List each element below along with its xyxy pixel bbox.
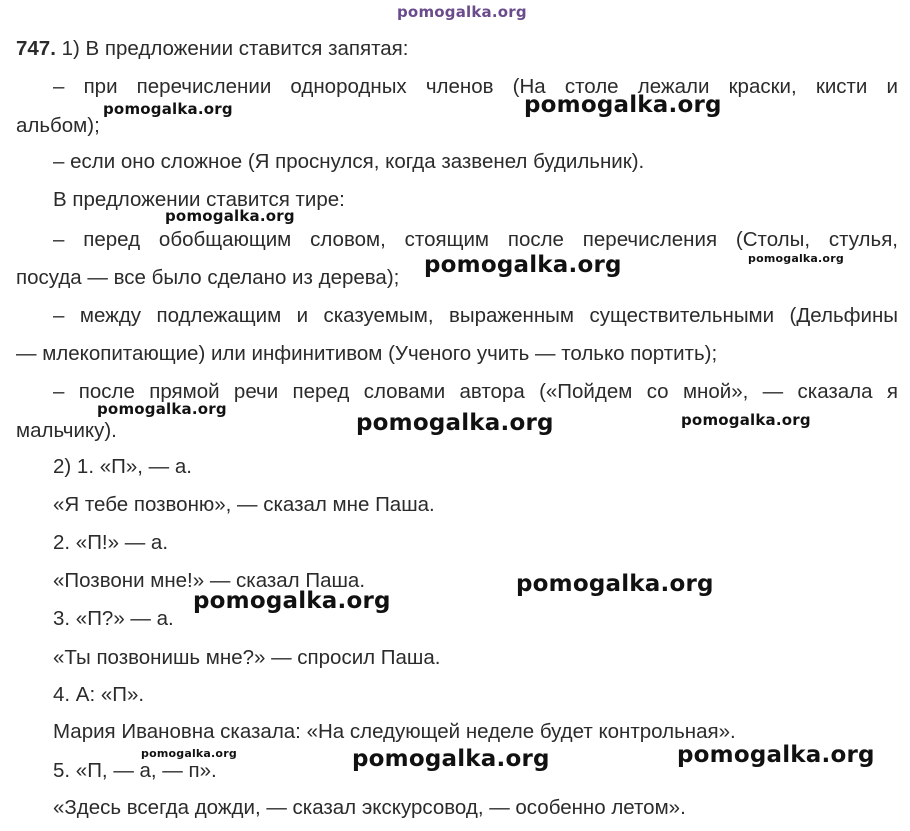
line-13: «Я тебе позвоню», — сказал мне Паша. [53, 493, 435, 516]
watermark: pomogalka.org [352, 746, 550, 772]
line-12: 2) 1. «П», — а. [53, 455, 192, 478]
line-9: — млекопитающие) или инфинитивом (Ученого учить — только портить); [16, 342, 718, 365]
exercise-number: 747. [16, 37, 56, 60]
line-8: – между подлежащим и сказуемым, выраженным существительными (Дельфины [53, 304, 898, 327]
watermark: pomogalka.org [424, 252, 622, 278]
line-19: Мария Ивановна сказала: «На следующей неделе будет контрольная». [53, 720, 736, 743]
watermark-top: pomogalka.org [397, 3, 527, 21]
line-17: «Ты позвонишь мне?» — спросил Паша. [53, 646, 441, 669]
line-11: мальчику). [16, 419, 117, 442]
line-3: альбом); [16, 114, 100, 137]
line-10: – после прямой речи перед словами автора («Пойдем со мной», — сказала я [53, 380, 898, 403]
line-2: – при перечислении однородных членов (На столе лежали краски, кисти и [53, 75, 898, 98]
line-21: «Здесь всегда дожди, — сказал экскурсовод, — особенно летом». [53, 796, 686, 819]
line-18: 4. А: «П». [53, 683, 145, 706]
watermark: pomogalka.org [103, 100, 233, 118]
line-14: 2. «П!» — а. [53, 531, 169, 554]
line-16: 3. «П?» — а. [53, 607, 174, 630]
line-5: В предложении ставится тире: [53, 188, 345, 211]
line-6: – перед обобщающим словом, стоящим после перечисления (Столы, стулья, [53, 228, 898, 251]
watermark: pomogalka.org [681, 411, 811, 429]
line-1 [16, 37, 898, 61]
watermark: pomogalka.org [193, 588, 391, 614]
watermark: pomogalka.org [141, 747, 237, 760]
watermark: pomogalka.org [165, 207, 295, 225]
line-text: 1) В предложении ставится запятая: [61, 37, 409, 60]
line-7: посуда — все было сделано из дерева); [16, 266, 400, 289]
watermark: pomogalka.org [356, 410, 554, 436]
line-20: 5. «П, — а, — п». [53, 759, 217, 782]
watermark: pomogalka.org [677, 742, 875, 768]
line-15: «Позвони мне!» — сказал Паша. [53, 569, 366, 592]
line-4: – если оно сложное (Я проснулся, когда зазвенел будильник). [53, 150, 645, 173]
watermark: pomogalka.org [748, 252, 844, 265]
watermark: pomogalka.org [516, 571, 714, 597]
watermark: pomogalka.org [97, 400, 227, 418]
watermark: pomogalka.org [524, 92, 722, 118]
